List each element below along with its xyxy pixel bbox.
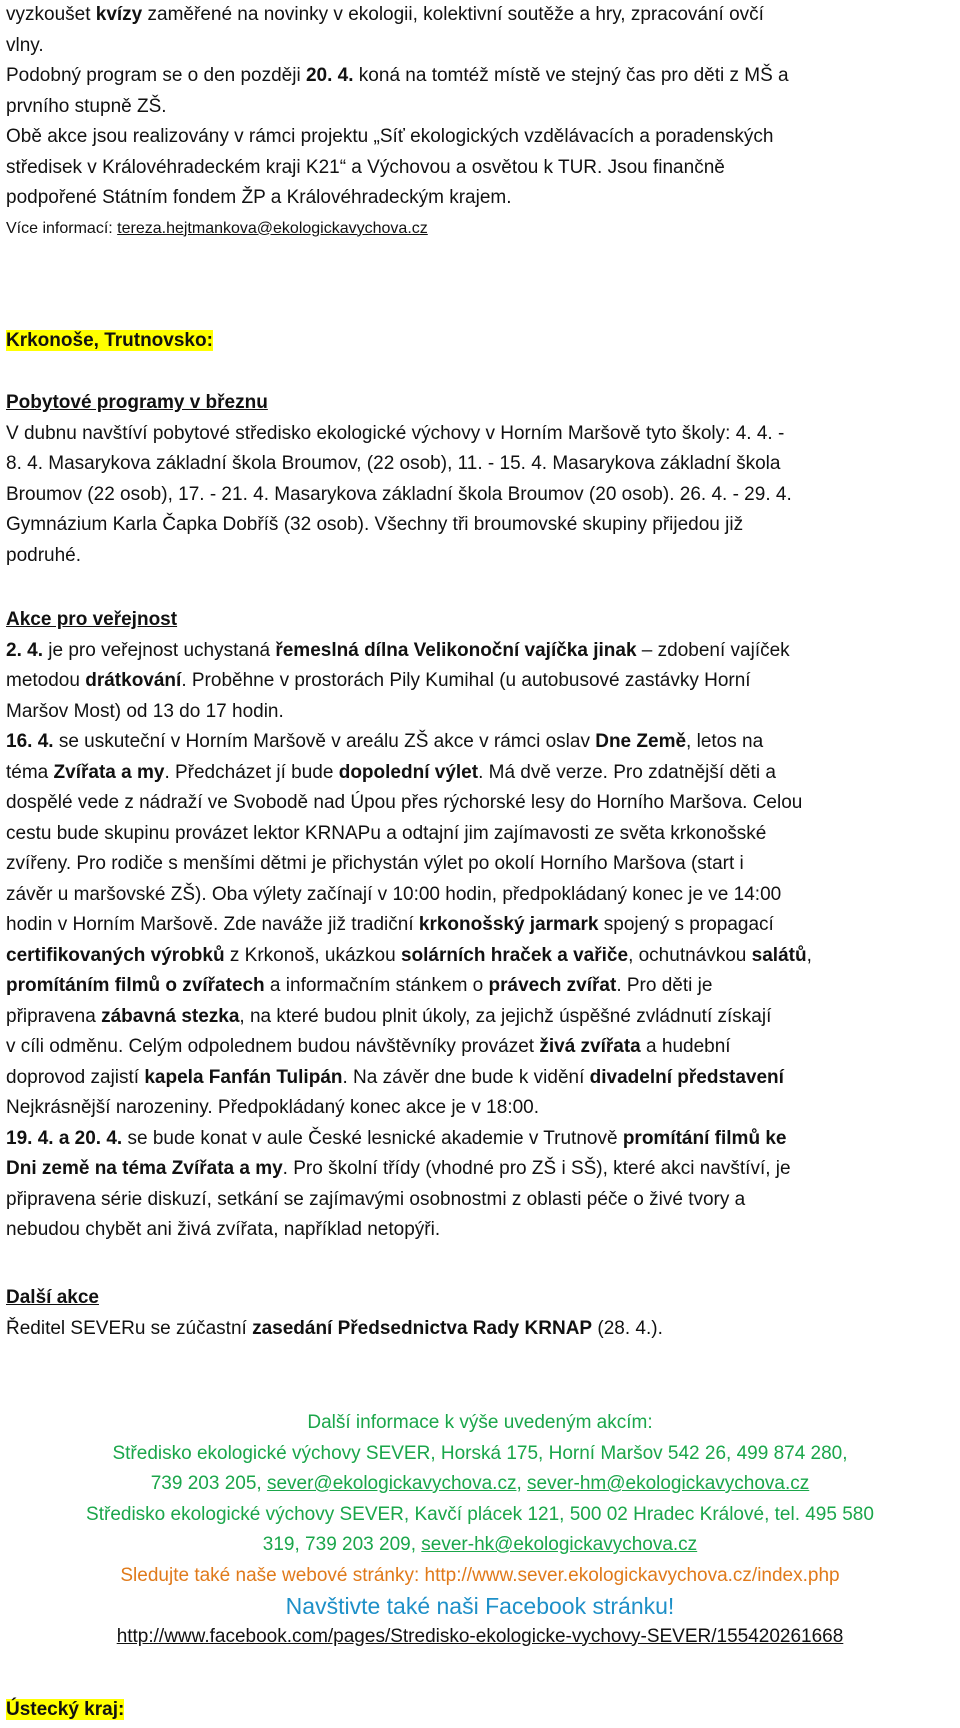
bold-text: zasedání Předsednictva Rady KRNAP bbox=[252, 1317, 593, 1339]
akce-line bbox=[6, 910, 954, 941]
region-title: Krkonoše, Trutnovsko: bbox=[6, 330, 213, 351]
bold-text: certifikovaných výrobků bbox=[6, 944, 225, 966]
akce-line bbox=[6, 727, 954, 758]
bold-text: promítáním filmů o zvířatech bbox=[6, 975, 265, 996]
bold-text: kapela Fanfán Tulipán bbox=[144, 1066, 343, 1088]
bold-text: krkonošský jarmark bbox=[418, 914, 599, 935]
text: doprovod zajistí bbox=[6, 1066, 145, 1088]
footer-contacts bbox=[6, 1530, 954, 1561]
intro-line: vlny. bbox=[6, 34, 44, 56]
akce-line: dospělé vede z nádraží ve Svobodě nad Úpou přes rýchorské lesy do Horního Maršova. Celou bbox=[6, 792, 803, 813]
region-heading bbox=[6, 1695, 954, 1726]
akce-section bbox=[6, 605, 954, 1246]
text: , letos na bbox=[686, 731, 764, 752]
intro-line bbox=[6, 0, 954, 31]
footer-contacts bbox=[6, 1469, 954, 1500]
bold-text: Zvířata a my bbox=[53, 761, 165, 783]
text: Ředitel SEVERu se zúčastní bbox=[6, 1317, 253, 1339]
pobyt-section bbox=[6, 388, 954, 571]
bold-text: dopolední výlet bbox=[338, 761, 479, 783]
pobyt-line: 8. 4. Masarykova základní škola Broumov, (22 osob), 11. - 15. 4. Masarykova základní škola bbox=[6, 453, 781, 474]
text: téma bbox=[6, 761, 54, 783]
bold-text: zábavná stezka bbox=[101, 1005, 240, 1027]
bold-text: Dni země na téma Zvířata a my bbox=[6, 1158, 283, 1179]
pobyt-line: Broumov (22 osob), 17. - 21. 4. Masarykova základní škola Broumov (20 osob). 26. 4. - 29. 4. bbox=[6, 483, 792, 505]
akce-line bbox=[6, 971, 954, 1002]
pobyt-line: Gymnázium Karla Čapka Dobříš (32 osob). Všechny tři broumovské skupiny přijedou již bbox=[6, 514, 744, 535]
email-link[interactable]: tereza.hejtmankova@ekologickavychova.cz bbox=[117, 219, 428, 237]
region-title: Ústecký kraj: bbox=[6, 1699, 125, 1720]
pobyt-line: V dubnu navštíví pobytové středisko ekologické výchovy v Horním Maršově tyto školy: 4. 4. - bbox=[6, 422, 785, 444]
footer-address: Středisko ekologické výchovy SEVER, Horská 175, Horní Maršov 542 26, 499 874 280, bbox=[112, 1442, 848, 1464]
text: – zdobení vajíček bbox=[636, 639, 790, 661]
section-title: Další akce bbox=[6, 1287, 99, 1308]
akce-line: závěr u maršovské ZŠ). Oba výlety začínají v 10:00 hodin, předpokládaný konec je ve 14:00 bbox=[6, 883, 782, 905]
footer-address: Středisko ekologické výchovy SEVER, Kavčí plácek 121, 500 02 Hradec Králové, tel. 495 580 bbox=[86, 1503, 874, 1525]
date-text: 19. 4. a 20. 4. bbox=[6, 1127, 123, 1149]
section-title: Pobytové programy v březnu bbox=[6, 392, 268, 413]
text: připravena bbox=[6, 1005, 102, 1027]
more-info-line bbox=[6, 214, 954, 245]
text: a hudební bbox=[640, 1036, 731, 1057]
phone-text: 319, 739 203 209, bbox=[262, 1534, 422, 1555]
footer-intro: Další informace k výše uvedeným akcím: bbox=[307, 1412, 653, 1433]
bold-text: drátkování bbox=[85, 670, 182, 691]
akce-line: připravena série diskuzí, setkání se zajímavými osobnostmi z oblasti péče o živé tvory a bbox=[6, 1188, 746, 1210]
text: zaměřené na novinky v ekologii, kolektivní soutěže a hry, zpracování ovčí bbox=[142, 4, 764, 25]
email-link[interactable]: sever-hk@ekologickavychova.cz bbox=[421, 1534, 698, 1555]
akce-line bbox=[6, 1032, 954, 1063]
akce-line bbox=[6, 636, 954, 667]
bold-text: řemeslná dílna Velikonoční vajíčka jinak bbox=[275, 639, 637, 661]
text: . Pro školní třídy (vhodné pro ZŠ i SŠ), které akci navštíví, je bbox=[282, 1158, 791, 1179]
akce-line bbox=[6, 1124, 954, 1155]
website-line: Sledujte také naše webové stránky: http://www.sever.ekologickavychova.cz/index.php bbox=[120, 1564, 840, 1586]
intro-line: podpořené Státním fondem ŽP a Královéhradeckým krajem. bbox=[6, 187, 512, 208]
text: se uskuteční v Horním Maršově v areálu ZŠ akce v rámci oslav bbox=[53, 731, 596, 752]
akce-line: zvířeny. Pro rodiče s menšími dětmi je přichystán výlet po okolí Horního Maršova (start i bbox=[6, 853, 744, 874]
text: (28. 4.). bbox=[592, 1317, 663, 1339]
akce-line bbox=[6, 1154, 954, 1185]
text: . Na závěr dne bude k vidění bbox=[342, 1066, 590, 1088]
bold-text: salátů bbox=[751, 944, 807, 966]
text: Podobný program se o den později bbox=[6, 65, 306, 86]
text: metodou bbox=[6, 670, 86, 691]
intro-line: prvního stupně ZŠ. bbox=[6, 95, 167, 117]
separator: , bbox=[516, 1473, 528, 1494]
email-link[interactable]: sever-hm@ekologickavychova.cz bbox=[527, 1473, 810, 1494]
akce-line bbox=[6, 666, 954, 697]
more-info-label: Více informací: bbox=[6, 219, 118, 237]
text: . Předcházet jí bude bbox=[164, 761, 339, 783]
bold-text: živá zvířata bbox=[539, 1036, 641, 1057]
akce-line bbox=[6, 1002, 954, 1033]
date-text: 2. 4. bbox=[6, 639, 43, 661]
akce-line: cestu bude skupinu provázet lektor KRNAPu a odtajní jim zajímavosti ze světa krkonošské bbox=[6, 822, 767, 844]
text: v cíli odměnu. Celým odpolednem budou návštěvníky provázet bbox=[6, 1036, 540, 1057]
akce-line: nebudou chybět ani živá zvířata, například netopýři. bbox=[6, 1219, 441, 1240]
facebook-url bbox=[6, 1622, 954, 1653]
intro-line: Obě akce jsou realizovány v rámci projektu „Síť ekologických vzdělávacích a poradenských bbox=[6, 126, 774, 147]
facebook-link[interactable]: http://www.facebook.com/pages/Stredisko-ekologicke-vychovy-SEVER/155420261668 bbox=[116, 1625, 844, 1647]
section-title: Akce pro veřejnost bbox=[6, 609, 178, 630]
akce-line: Nejkrásnější narozeniny. Předpokládaný konec akce je v 18:00. bbox=[6, 1097, 540, 1118]
intro-line: středisek v Královéhradeckém kraji K21“ a Výchovou a osvětou k TUR. Jsou finančně bbox=[6, 156, 725, 178]
akce-line bbox=[6, 758, 954, 789]
akce-line bbox=[6, 1063, 954, 1094]
region-heading bbox=[6, 326, 954, 357]
text: a informačním stánkem o bbox=[264, 975, 489, 996]
text: se bude konat v aule České lesnické akademie v Trutnově bbox=[122, 1127, 623, 1149]
bold-text: právech zvířat bbox=[488, 975, 617, 996]
text: koná na tomtéž místě ve stejný čas pro děti z MŠ a bbox=[353, 65, 789, 86]
text: . Má dvě verze. Pro zdatnější děti a bbox=[478, 761, 776, 783]
text: , bbox=[806, 944, 812, 966]
text: vyzkoušet bbox=[6, 4, 96, 25]
akce-line: Maršov Most) od 13 do 17 hodin. bbox=[6, 700, 284, 722]
contact-footer bbox=[6, 1408, 954, 1652]
dalsi-line bbox=[6, 1314, 954, 1345]
bold-text: promítání filmů ke bbox=[622, 1127, 787, 1149]
akce-line bbox=[6, 941, 954, 972]
bold-text: divadelní představení bbox=[589, 1066, 784, 1088]
text: , ochutnávkou bbox=[628, 944, 752, 966]
intro-line bbox=[6, 61, 954, 92]
bold-text: Dne Země bbox=[595, 731, 687, 752]
text: . Pro děti je bbox=[616, 975, 713, 996]
intro-section bbox=[6, 0, 954, 244]
phone-text: 739 203 205, bbox=[150, 1473, 267, 1494]
bold-text: solárních hraček a vařiče bbox=[400, 944, 629, 966]
bold-text: kvízy bbox=[95, 4, 143, 25]
text: , na které budou plnit úkoly, za jejichž úspěšné zvládnutí získají bbox=[239, 1005, 772, 1027]
pobyt-line: podruhé. bbox=[6, 544, 82, 566]
bold-text: 20. 4. bbox=[305, 65, 354, 86]
facebook-callout: Navštivte také naši Facebook stránku! bbox=[285, 1593, 675, 1619]
date-text: 16. 4. bbox=[6, 731, 54, 752]
text: je pro veřejnost uchystaná bbox=[42, 639, 276, 661]
text: z Krkonoš, ukázkou bbox=[224, 944, 401, 966]
text: spojený s propagací bbox=[598, 914, 774, 935]
text: . Proběhne v prostorách Pily Kumihal (u autobusové zastávky Horní bbox=[181, 670, 751, 691]
text: hodin v Horním Maršově. Zde naváže již tradiční bbox=[6, 914, 419, 935]
email-link[interactable]: sever@ekologickavychova.cz bbox=[266, 1473, 517, 1494]
dalsi-section bbox=[6, 1283, 954, 1344]
